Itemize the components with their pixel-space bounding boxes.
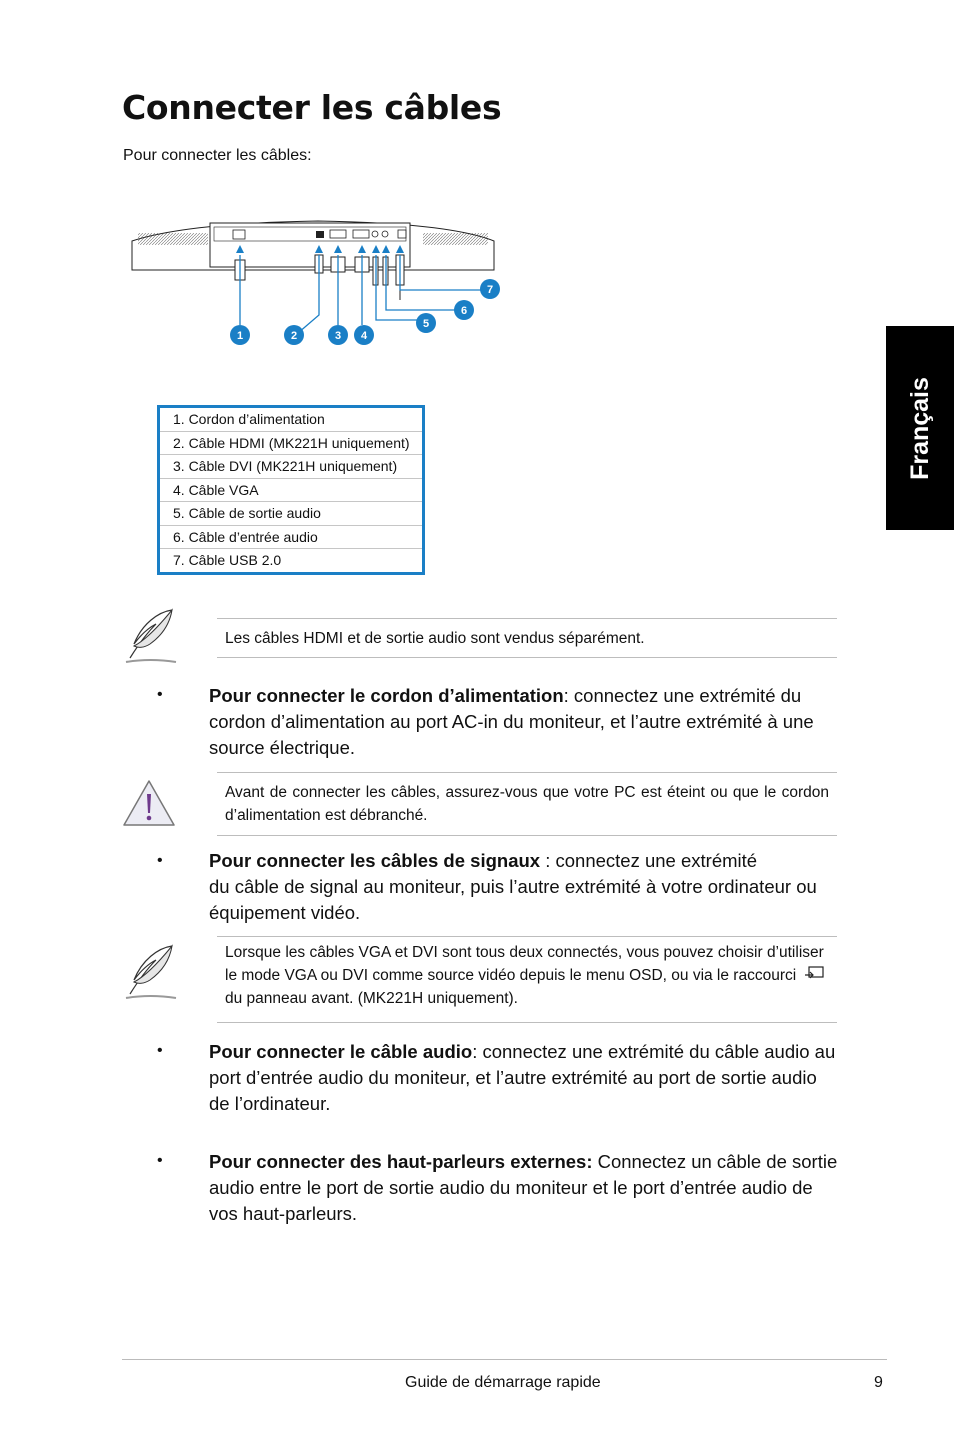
model-name: MK221H uniquement [362,990,509,1007]
bullet-symbol: • [157,1042,163,1059]
intro-text: Pour connecter les câbles: [123,147,312,164]
bullet-body: : connectez une extrémité du câble audio au port d’entrée audio du moniteur, et l’autre extrémité au port de sortie audio de l’ordinateur. [209,1041,836,1114]
note-text: du panneau avant. ( [225,990,363,1007]
legend-item: 1. Cordon d’alimentation [160,408,422,432]
language-tab [886,326,954,530]
language-tab-label: Français [905,376,934,480]
legend-item: 3. Câble DVI (MK221H uniquement) [160,455,422,479]
callout-2-label: 2 [290,330,298,342]
bullet-heading: Pour connecter le câble audio [209,1041,473,1062]
note-text: Lorsque les câbles VGA et DVI sont tous deux connectés, vous pouvez choisir d’utiliser le mode VGA ou DVI comme source vidéo depuis le menu OSD, ou via le raccourci [225,944,824,984]
bullet-power-cord [209,683,839,761]
bullet-body: : connectez une extrémité [540,850,758,871]
page-number: 9 [874,1374,883,1391]
bullet-symbol: • [157,1152,163,1169]
bullet-audio-cable [209,1039,839,1117]
note-hdmi-sold-separately [217,618,837,658]
bullet-symbol: • [157,852,163,869]
warning-text: Avant de connecter les câbles, assurez-vous que votre PC est éteint ou que le cordon d’alimentation est débranché. [225,784,829,824]
legend-item: 4. Câble VGA [160,479,422,503]
callout-6-label: 6 [460,305,468,317]
input-select-icon [805,966,825,982]
callout-3-label: 3 [334,330,342,342]
note-text: Les câbles HDMI et de sortie audio sont vendus séparément. [225,630,645,647]
warning-icon [121,778,177,830]
callout-7-label: 7 [486,284,494,296]
feather-note-icon [120,606,182,666]
legend-item: 6. Câble d’entrée audio [160,526,422,550]
legend-item: 5. Câble de sortie audio [160,502,422,526]
legend-item: 7. Câble USB 2.0 [173,552,282,568]
feather-note-icon [120,942,182,1002]
bullet-external-speakers [209,1149,839,1227]
bullet-symbol: • [157,686,163,703]
footer-guide-title: Guide de démarrage rapide [405,1374,601,1391]
note-vga-dvi [217,936,837,1023]
bullet-signal-cables [209,848,839,926]
bullet-heading: Pour connecter le cordon d’alimentation [209,685,564,706]
bullet-body: : connectez une extrémité du cordon d’alimentation au port AC-in du moniteur, et l’autre extrémité à une source électrique. [209,685,814,758]
callout-5-label: 5 [422,318,430,330]
legend-item: 2. Câble HDMI (MK221H uniquement) [160,432,422,456]
bullet-body-continued: du câble de signal au moniteur, puis l’autre extrémité à votre ordinateur ou équipement vidéo. [209,876,817,923]
connection-diagram [128,215,508,355]
footer-divider [122,1359,887,1360]
callout-1-label: 1 [236,330,244,342]
page-title: Connecter les câbles [122,88,502,127]
callout-4-label: 4 [360,330,368,342]
bullet-heading: Pour connecter les câbles de signaux [209,850,541,871]
bullet-heading: Pour connecter des haut-parleurs externes: [209,1151,593,1172]
bullet-body: Connectez un câble de sortie audio entre le port de sortie audio du moniteur et le port d’entrée audio de vos haut-parleurs. [209,1151,838,1224]
cable-legend [157,405,425,575]
warning-note [217,772,837,836]
note-text: ). [508,990,518,1007]
